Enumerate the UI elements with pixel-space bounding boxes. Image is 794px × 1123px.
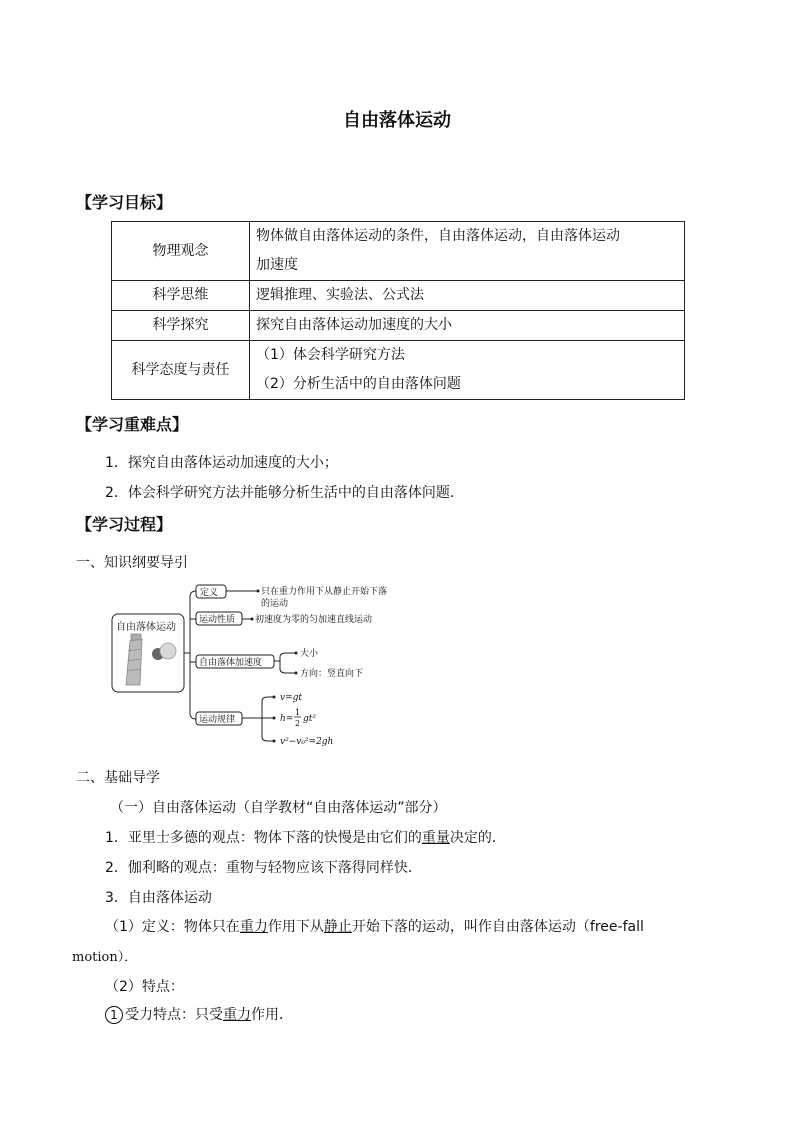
law-label: 运动规律 <box>199 715 236 725</box>
acc-label: 自由落体加速度 <box>199 658 263 668</box>
key-point: 2．体会科学研究方法并能够分析生活中的自由落体问题． <box>105 485 464 501</box>
bullet <box>295 652 298 655</box>
acc-item: 大小 <box>300 649 319 659</box>
knowledge-outline-diagram <box>110 581 440 751</box>
goal-value-line: 加速度 <box>256 257 298 273</box>
law-fraction-denominator: 2 <box>295 719 301 728</box>
bullet <box>273 717 276 720</box>
goal-value <box>250 222 685 281</box>
table-row <box>112 281 685 311</box>
bullet <box>295 672 298 675</box>
bracket <box>262 697 268 741</box>
bracket <box>280 653 286 673</box>
paragraph <box>105 1004 293 1024</box>
bullet <box>273 696 276 699</box>
bullet <box>257 590 260 593</box>
law-formula: gt² <box>303 714 316 724</box>
text-span: 作用下从 <box>267 919 324 935</box>
table-row <box>112 311 685 341</box>
law-formula: h= <box>280 714 294 724</box>
underlined-answer: 重量 <box>421 830 450 846</box>
paragraph-continuation: motion）． <box>72 950 138 965</box>
underlined-answer: 重力 <box>239 919 268 935</box>
section-goals-heading: 【学习目标】 <box>76 193 173 212</box>
circled-number: 1 <box>105 1006 123 1024</box>
part-one-heading: 一、知识纲要导引 <box>76 555 188 571</box>
table-row <box>112 222 685 281</box>
text-span: 作用． <box>251 1007 293 1023</box>
goal-key: 科学态度与责任 <box>112 341 250 400</box>
bullet <box>251 618 254 621</box>
goals-table <box>111 221 685 400</box>
table-row <box>112 341 685 400</box>
ball <box>160 643 176 659</box>
acc-item: 方向：竖直向下 <box>300 669 364 679</box>
nature-text: 初速度为零的匀加速直线运动 <box>255 615 373 625</box>
key-point: 1．探究自由落体运动加速度的大小； <box>105 455 338 471</box>
goal-value-line: 物体做自由落体运动的条件，自由落体运动，自由落体运动 <box>256 228 620 244</box>
goal-value <box>250 341 685 400</box>
goal-value-line: （2）分析生活中的自由落体问题 <box>256 376 461 392</box>
def-text: 只在重力作用下从静止开始下落 <box>261 587 388 597</box>
paragraph <box>105 916 644 936</box>
goal-key: 科学思维 <box>112 281 250 311</box>
goal-value: 探究自由落体运动加速度的大小 <box>250 311 685 341</box>
bullet <box>273 740 276 743</box>
paragraph: （2）特点： <box>105 979 184 995</box>
text-span: 决定的． <box>449 830 506 846</box>
nature-label: 运动性质 <box>199 615 236 625</box>
goal-key: 科学探究 <box>112 311 250 341</box>
bracket <box>190 591 196 719</box>
underlined-answer: 重力 <box>223 1007 251 1023</box>
paragraph: 3．自由落体运动 <box>105 890 212 906</box>
goal-value: 逻辑推理、实验法、公式法 <box>250 281 685 311</box>
part-two-heading: 二、基础导学 <box>76 770 160 786</box>
paragraph <box>105 827 506 847</box>
law-formula: v=gt <box>280 693 303 703</box>
text-span: （1）定义：物体只在 <box>105 919 240 935</box>
text-span: 受力特点：只受 <box>125 1007 223 1023</box>
law-formula: v²−v₀²=2gh <box>280 737 334 747</box>
paragraph: 2．伽利略的观点：重物与轻物应该下落得同样快． <box>105 860 422 876</box>
goal-value-line: （1）体会科学研究方法 <box>256 347 405 363</box>
section-process-heading: 【学习过程】 <box>76 515 173 534</box>
law-fraction-numerator: 1 <box>295 708 301 717</box>
text-span: 1．亚里士多德的观点：物体下落的快慢是由它们的 <box>105 830 422 846</box>
def-text: 的运动 <box>261 599 289 609</box>
page-title: 自由落体运动 <box>343 110 451 131</box>
subsection-heading: （一）自由落体运动（自学教材“自由落体运动”部分） <box>110 800 447 816</box>
section-key-heading: 【学习重难点】 <box>76 415 189 434</box>
underlined-answer: 静止 <box>323 919 352 935</box>
root-label: 自由落体运动 <box>116 622 176 633</box>
text-span: 开始下落的运动，叫作自由落体运动（free-fall <box>351 919 644 935</box>
goal-key: 物理观念 <box>112 222 250 281</box>
def-label: 定义 <box>200 588 219 598</box>
